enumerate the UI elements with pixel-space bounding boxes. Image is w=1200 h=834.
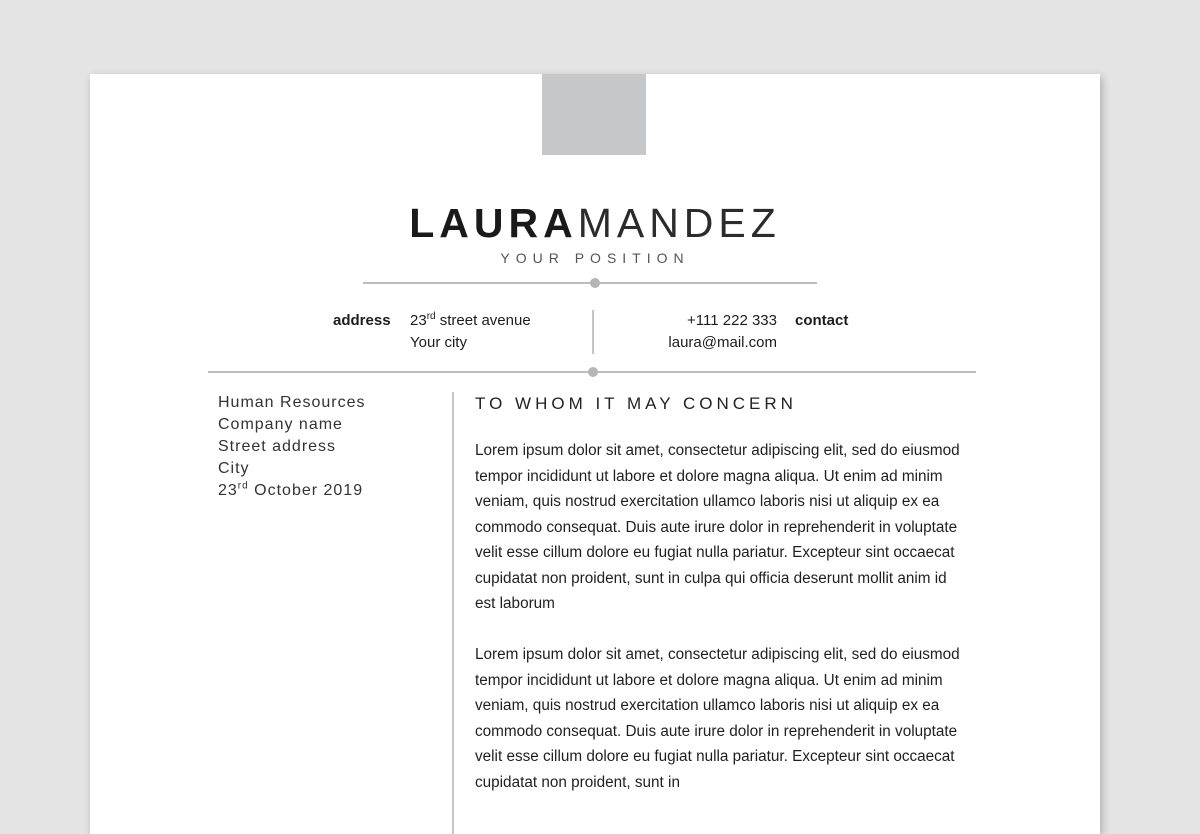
applicant-name bbox=[90, 198, 1100, 248]
contact-value bbox=[668, 310, 777, 354]
letter-paragraph: Lorem ipsum dolor sit amet, consectetur adipiscing elit, sed do eiusmod tempor incididunt ut labore et dolore magna aliqua. Ut enim ad minim veniam, quis nostrud exercitation ullamco laboris nisi ut aliquip ex ea commodo consequat. Duis aute irure dolor in reprehenderit in voluptate velit esse cillum dolore eu fugiat nulla pariatur. Excepteur sint occaecat cupidatat non proident, sunt in culpa qui officia deserunt mollit anim id est laborum bbox=[475, 442, 960, 612]
contact-divider-dot bbox=[588, 367, 598, 377]
recipient-line: Human Resources bbox=[218, 394, 366, 411]
last-name: MANDEZ bbox=[577, 200, 781, 246]
address-value bbox=[410, 310, 531, 354]
address-line2: Your city bbox=[410, 334, 467, 351]
recipient-line: Street address bbox=[218, 438, 337, 455]
email-address: laura@mail.com bbox=[668, 334, 777, 351]
column-divider bbox=[452, 392, 454, 834]
contact-label: contact bbox=[795, 312, 849, 329]
recipient-line: Company name bbox=[218, 416, 343, 433]
first-name: LAURA bbox=[409, 200, 578, 246]
phone-number: +111 222 333 bbox=[687, 312, 777, 329]
recipient-line: City bbox=[218, 460, 250, 477]
address-line1: 23rd street avenue bbox=[410, 311, 531, 329]
position-title: YOUR POSITION bbox=[500, 250, 690, 266]
letter-page bbox=[90, 74, 1100, 834]
letter-date: 23rd October 2019 bbox=[218, 480, 364, 499]
letter-paragraph: Lorem ipsum dolor sit amet, consectetur adipiscing elit, sed do eiusmod tempor incididunt ut labore et dolore magna aliqua. Ut enim ad minim veniam, quis nostrud exercitation ullamco laboris nisi ut aliquip ex ea commodo consequat. Duis aute irure dolor in reprehenderit in voluptate velit esse cillum dolore eu fugiat nulla pariatur. Excepteur sint occaecat cupidatat non proident, sunt in bbox=[475, 646, 960, 791]
contact-separator bbox=[592, 310, 594, 354]
recipient-address bbox=[218, 392, 366, 502]
header-tab-decoration bbox=[542, 74, 646, 155]
header-divider-dot bbox=[590, 278, 600, 288]
address-label: address bbox=[333, 312, 391, 329]
letter-greeting: TO WHOM IT MAY CONCERN bbox=[475, 394, 797, 413]
